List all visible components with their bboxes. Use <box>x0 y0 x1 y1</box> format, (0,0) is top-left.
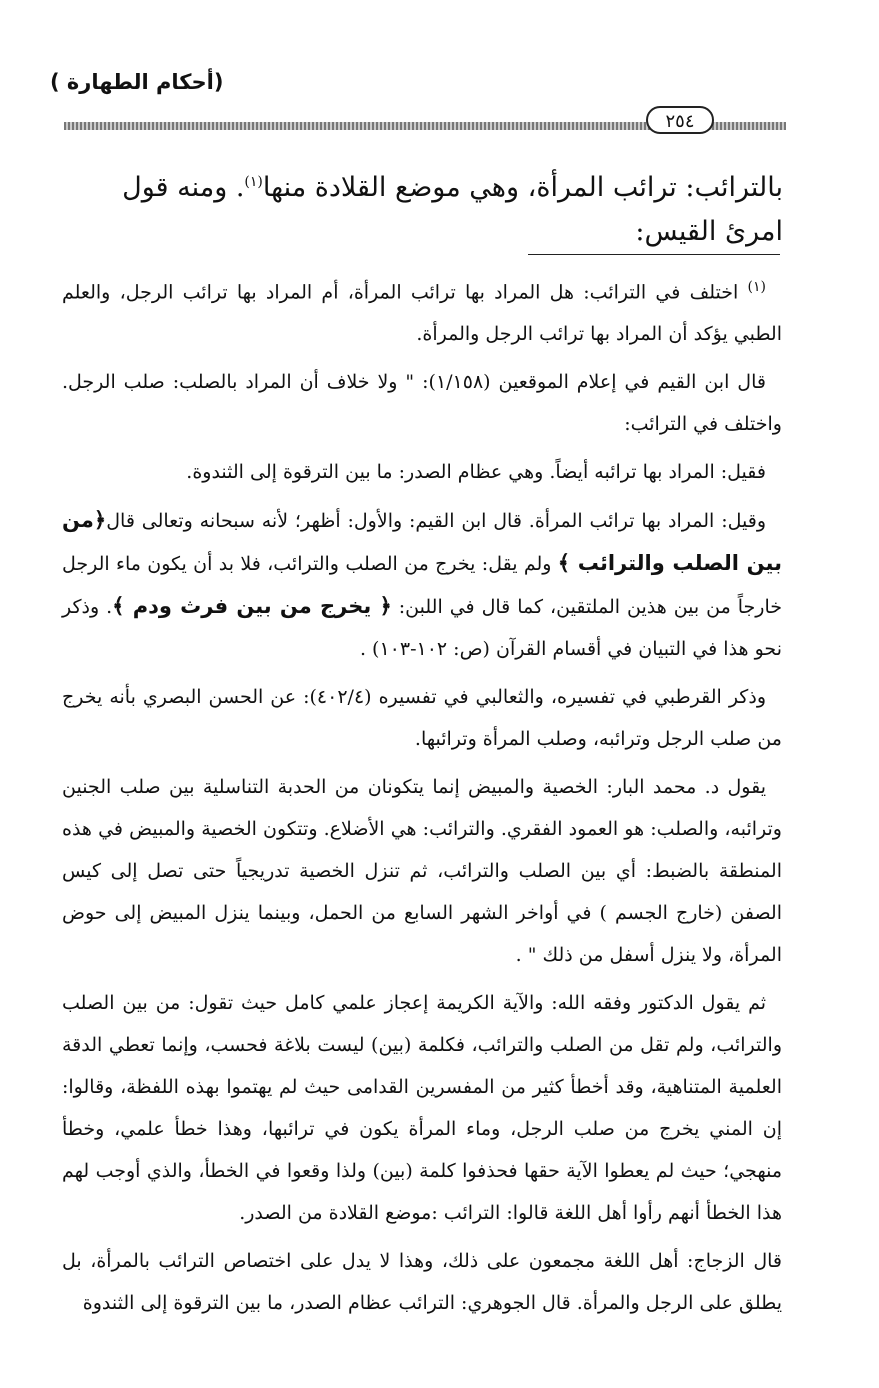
quran-verse: ﴿ يخرج من بين فرث ودم ﴾ <box>112 594 392 619</box>
footnote-text: اختلف في الترائب: هل المراد بها ترائب المرأة، أم المراد بها ترائب الرجل، والعلم الطبي يؤكد أن المراد بها ترائب الرجل والمرأة. <box>62 281 782 346</box>
footnote-paragraph <box>62 766 782 976</box>
footnote-paragraph <box>62 361 782 445</box>
footnote-text: فقيل: المراد بها ترائبه أيضاً. وهي عظام الصدر: ما بين الترقوة إلى الثندوة. <box>186 461 766 484</box>
footnote-paragraph <box>62 982 782 1234</box>
main-text <box>63 160 783 254</box>
footnote-reference[interactable]: (١) <box>244 174 263 190</box>
footnote-text: يقول د. محمد البار: الخصية والمبيض إنما يتكونان من الحدبة التناسلية بين صلب الجنين وترائبه، والصلب: هو العمود الفقري. والترائب: هي الأضلاع. وتتكون الخصية والمبيض في هذه المنطقة بالضبط: أي بين الصلب والترائب، ثم تنزل الخصية تدريجياً حتى تصل إلى كيس الصفن (خارج الجسم ) في أواخر الشهر السابع من الحمل، وبينما ينزل المبيض إلى حوض المرأة، ولا ينزل أسفل من ذلك " . <box>62 776 782 967</box>
main-text-line-end: . ومنه قول امرئ القيس: <box>122 172 783 247</box>
footnote-separator <box>528 254 780 255</box>
page-number: ٢٥٤ <box>646 106 714 134</box>
footnote-paragraph <box>62 1240 782 1324</box>
main-text-line: بالترائب: ترائب المرأة، وهي موضع القلادة منها <box>262 172 783 203</box>
footnote-text: وقيل: المراد بها ترائب المرأة. قال ابن القيم: والأول: أظهر؛ لأنه سبحانه وتعالى قال <box>106 510 766 533</box>
footnote-text: . وذكر نحو هذا في التبيان في أقسام القرآن (ص: ١٠٢-١٠٣) . <box>62 596 782 661</box>
footnote-text: قال الزجاج: أهل اللغة مجمعون على ذلك، وهذا لا يدل على اختصاص الترائب بالمرأة، بل يطلق على الرجل والمرأة. قال الجوهري: الترائب عظام الصدر، ما بين الترقوة إلى الثندوة <box>62 1250 782 1315</box>
quran-verse: ﴿من بين الصلب والترائب ﴾ <box>62 508 782 576</box>
footnote-text: وذكر القرطبي في تفسيره، والثعالبي في تفسيره (٤٠٢/٤): عن الحسن البصري بأنه يخرج من صلب الرجل وترائبه، وصلب المرأة وترائبها. <box>62 686 782 751</box>
footnote-paragraph <box>62 676 782 760</box>
footnote-text: ولم يقل: يخرج من الصلب والترائب، فلا بد أن يكون ماء الرجل خارجاً من بين هذين الملتقين، كما قال في اللبن: <box>62 553 782 619</box>
footnote-paragraph <box>62 499 782 670</box>
footnote-paragraph <box>62 266 782 355</box>
footnote-paragraph <box>62 451 782 493</box>
footnote-text: قال ابن القيم في إعلام الموقعين (١/١٥٨): " ولا خلاف أن المراد بالصلب: صلب الرجل. واختلف في الترائب: <box>62 371 782 436</box>
footnotes <box>62 266 782 1330</box>
running-title: (أحكام الطهارة ) <box>50 70 224 94</box>
footnote-text: ثم يقول الدكتور وفقه الله: والآية الكريمة إعجاز علمي كامل حيث تقول: من بين الصلب والترائب، ولم تقل من الصلب والترائب، فكلمة (بين) ليست بلاغة فحسب، وإنما تعطي الدقة العلمية المتناهية، وقد أخطأ كثير من المفسرين القدامى حيث لم يهتموا بهذه اللفظة، وقالوا: إن المني يخرج من صلب الرجل، وماء المرأة يكون في ترائبها، وهذا خطأ علمي، وخطأ منهجي؛ حيث لم يعطوا الآية حقها فحذفوا كلمة (بين) ولذا وقعوا في الخطأ، والذي أوجب لهم هذا الخطأ أنهم رأوا أهل اللغة قالوا: الترائب :موضع القلادة من الصدر. <box>62 992 782 1225</box>
footnote-marker: (١) <box>747 279 766 295</box>
